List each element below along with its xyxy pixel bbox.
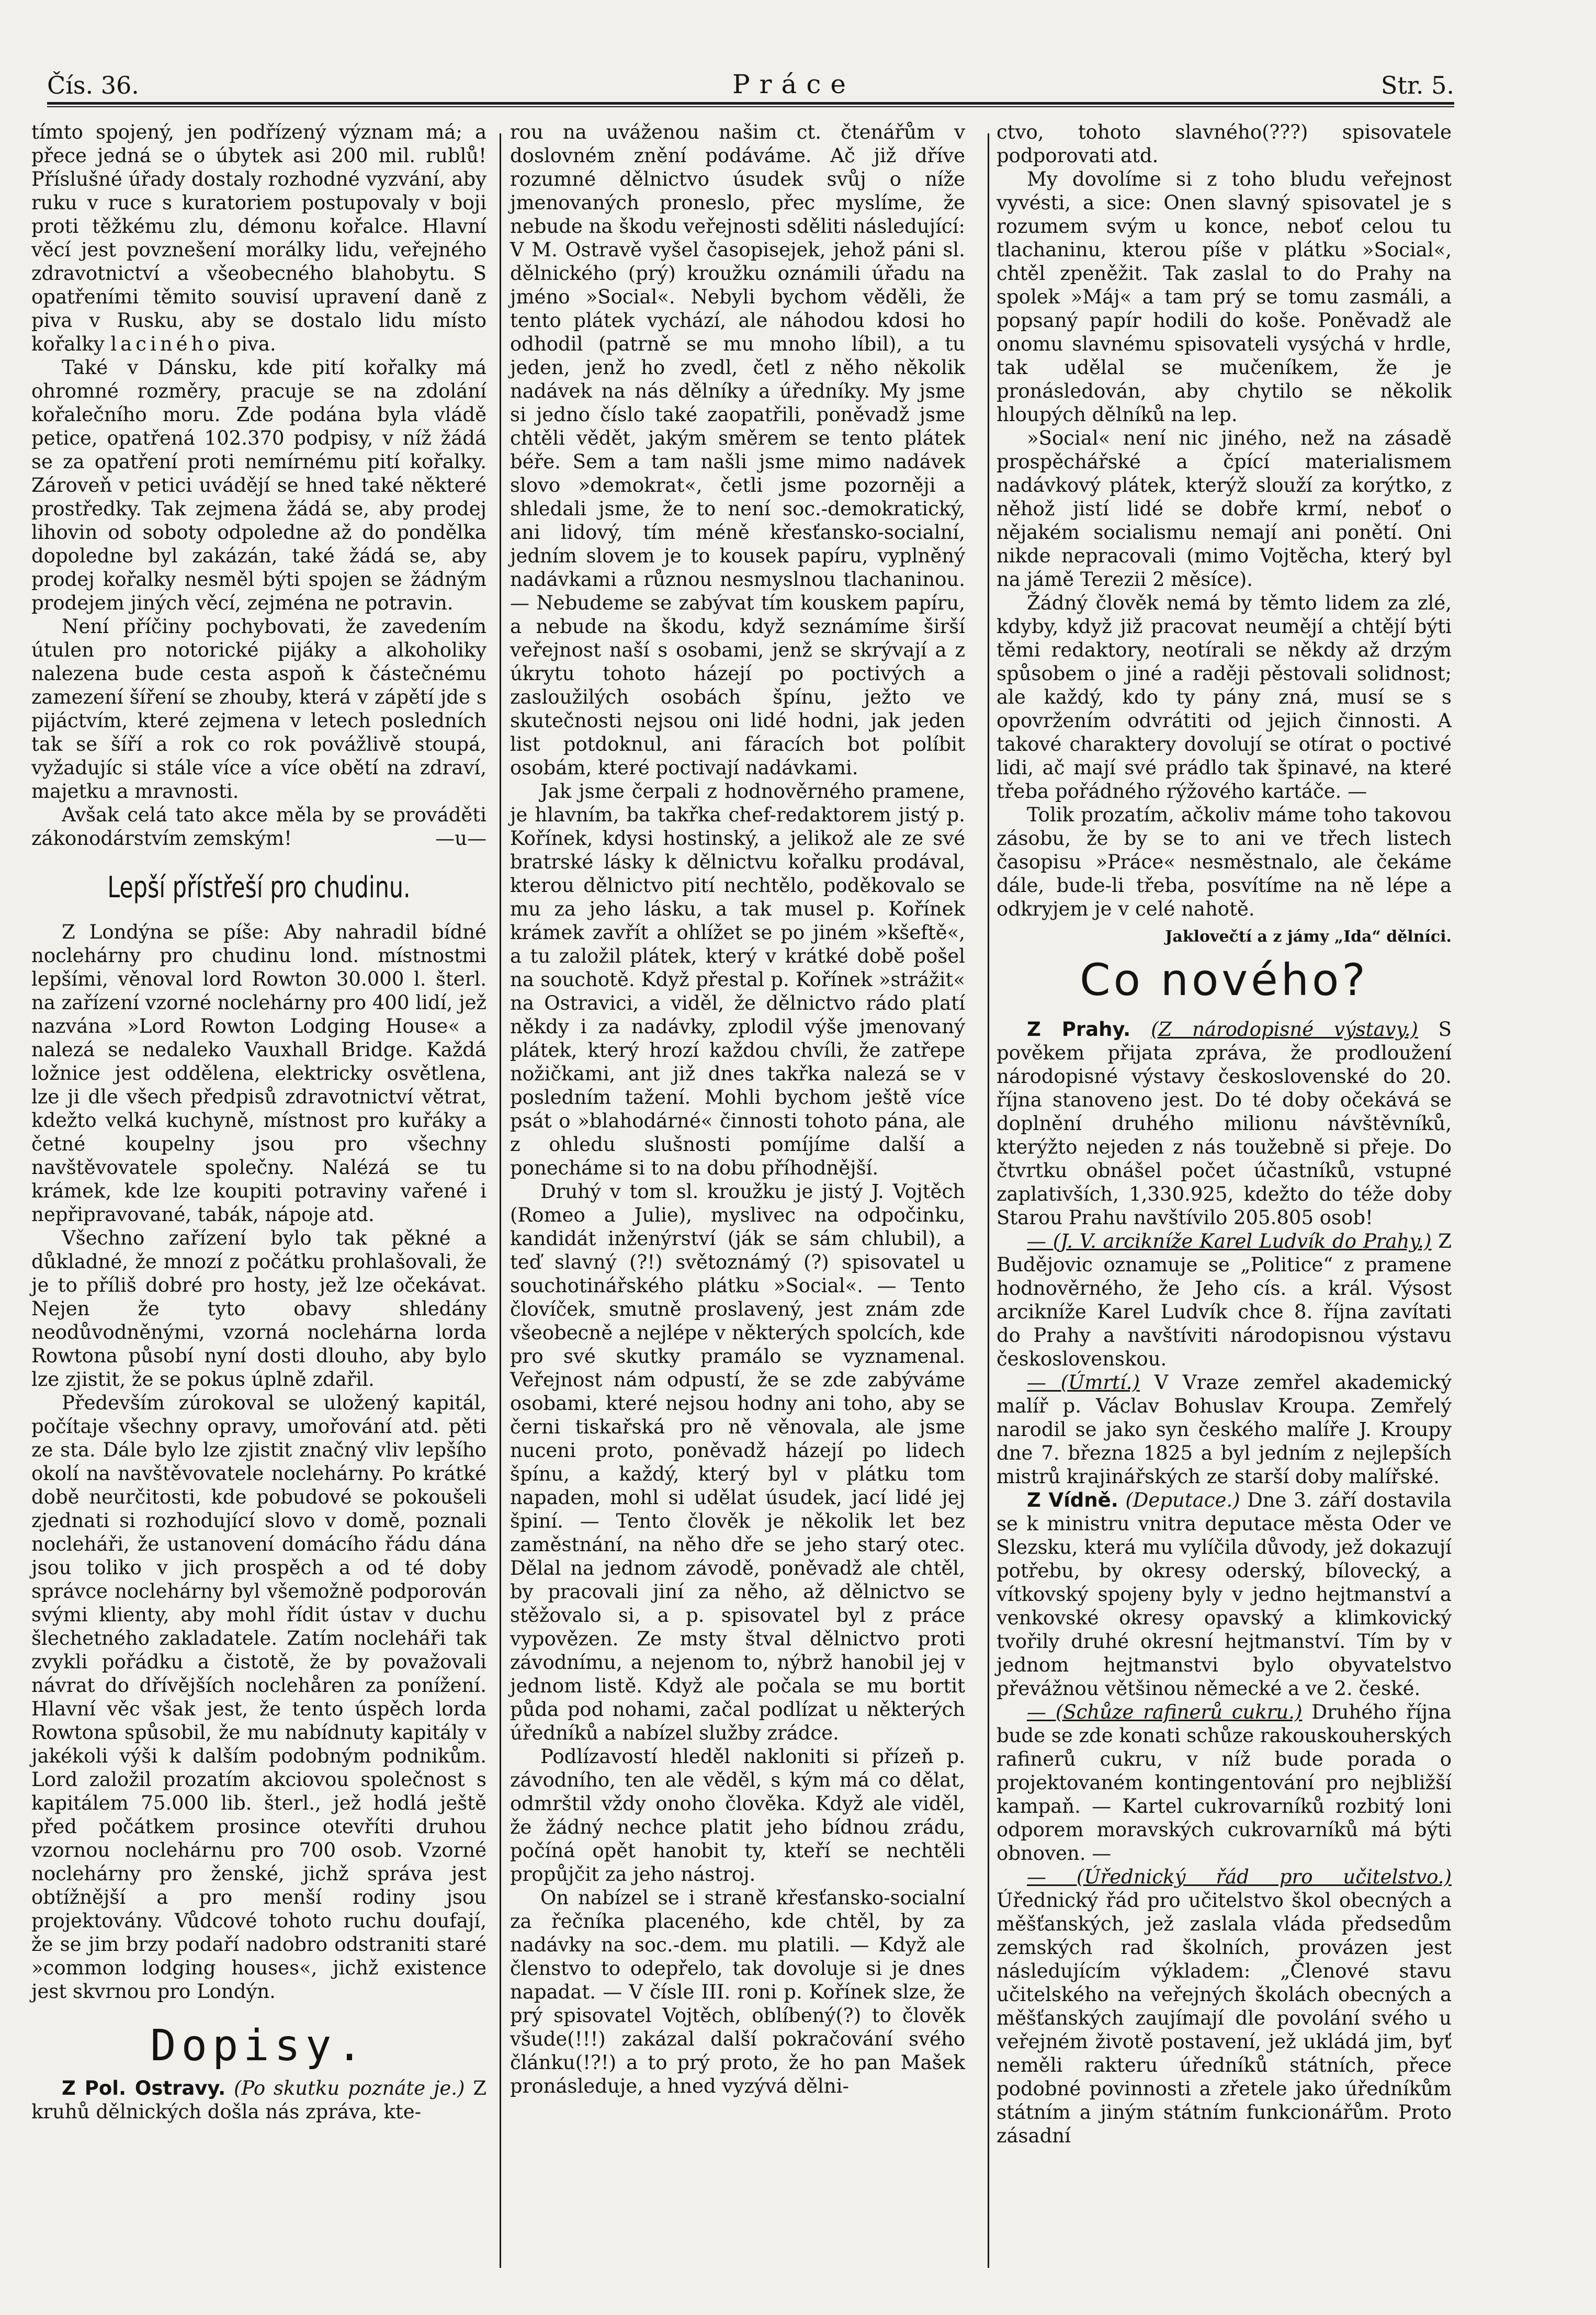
article-paragraph: Podlízavostí hleděl nakloniti si přízeň p. závodního, ten ale věděl, s kým má co dělat, odmrštil vždy onoho člověka. Když ale viděl, že žádný nechce platit jeho bídnou zrádu, počíná opět hanobit ty, kteří se nechtěli propůjčit za jeho nástroj. — [510, 1745, 965, 1885]
news-item: Z Vídně. (Deputace.) Dne 3. září dostavila se k ministru vnitra deputace města Oder ve Slezsku, která mu vylíčila důvody, jež dokazují potřebu, by okresy oderský, bílovecký, a vítkovský spojeny byly v jedno hejtmanství a venkovské okresy opavský a klimkovický tvořily druhé okresní hejtmanství. Tím by v jednom hejtmanstvi bylo obyvatelstvo převážnou většinou německé a ve 2. české. — [997, 1489, 1452, 1700]
news-item: — (J. V. arcikníže Karel Ludvík do Prahy.) Z Budějovic oznamuje se „Politice“ z pramene hodnověrného, že Jeho cís. a král. Výsost arcikníže Karel Ludvík chce 8. října zavítati do Prahy a navštíviti národopisnou výstavu československou. — [997, 1230, 1452, 1370]
article-paragraph: Není příčiny pochybovati, že zavedením útulen pro notorické pijáky a alkoholiky nalezena bude cesta aspoň k částečnému zamezení šíření se zhouby, která v zápětí jde s pijáctvím, které zejmena v letech posledních tak se šíří a rok co rok povážlivě stoupá, vyžadujíc si stále více a více obětí na zdraví, majetku a mravnosti. — [31, 615, 486, 803]
header-rule-thin — [47, 106, 1454, 107]
article-paragraph: Avšak celá tato akce měla by se prováděti zákonodárstvím zemským! —u— — [31, 804, 486, 850]
news-item: — (Schůze rafinerů cukru.) Druhého října bude se zde konati schůze rakouskouherských rafinerů cukru, v níž bude porada o projektovaném kontingentování pro nejbližší kampaň. — Kartel cukrovarníků rozbitý loni odporem moravských cukrovarníků má býti obnoven. — — [997, 1701, 1452, 1865]
article-paragraph: tímto spojený, jen podřízený význam má; a přece jedná se o úbytek asi 200 mil. rublů! Příslušné úřady dostaly rozhodné vyzvání, aby ruku v ruce s kuratoriem postupovaly v boji proti těžkému zlu, démonu kořalce. Hlavní věcí jest povznešení morálky lidu, veřejného zdravotnictví a všeobecného blahobytu. S opatřeními těmito souvisí upravení daně z piva v Rusku, aby se dostalo lidu místo kořalky laciného piva. — [31, 121, 486, 355]
article-heading-chudina: Lepší přístřeší pro chudinu. — [107, 871, 411, 905]
article-paragraph: rou na uváženou našim ct. čtenářům v doslovném znění podáváme. Ač již dříve rozumné dělnictvo úsudek svůj o níže jmenovaných proneslo, přec myslíme, že nebude na škodu veřejnosti sděliti následující: V M. Ostravě vyšel časopisejek, jehož páni sl. dělnického (prý) kroužku oznámili úřadu na jméno »Social«. Nebyli bychom věděli, že tento plátek vychází, ale náhodou kdosi ho odhodil (patrně se mu mnoho líbil), a tu jeden, jenž ho zvedl, četl z něho několik nadávek na nás dělníky a úředníky. My jsme si jedno číslo také zaopatřili, poněvadž jsme chtěli vědět, jakým směrem se tento plátek béře. Sem a tam našli jsme mimo nadávek slovo »demokrat«, četli jsme pozorněji a shledali jsme, že to není soc.-demokratický, ani lidový, tím méně křesťansko-socialní, jedním slovem je to kousek papíru, vyplněný nadávkami a různou nesmyslnou tlachaninou. — Nebudeme se zabývat tím kouskem papíru, a nebude na škodu, když seznámíme širší veřejnost naší s osobami, jenž se skrývají a z úkrytu tohoto házejí po poctivých a zasloužilých osobách špínu, ježto ve skutečnosti nejsou oni lidé hodni, jak jeden list potdoknul, ani fáracích bot políbit osobám, které poctivají nadávkami. — [510, 121, 965, 779]
news-item: — (Úmrtí.) V Vraze zemřel akademický malíř p. Václav Bohuslav Kroupa. Zemřelý narodil se jako syn českého malíře J. Kroupy dne 7. března 1825 a byl jedním z nejlepších mistrů krajinářských ze starší doby malířské. — [997, 1371, 1452, 1488]
article-paragraph: Jak jsme čerpali z hodnověrného pramene, je hlavním, ba takřka chef-redaktorem jistý p. Kořínek, kdysi hostinský, a jelikož ale ze své bratrské lásky k dělnictvu kořalku prodával, kterou dělnictvo pití nechtělo, poděkovalo se mu za jeho lásku, a tak musel p. Kořínek krámek zavřít a ohlížet se po jiném »kšeftě«, a tu založil plátek, který v krátké době pošel na souchotě. Když přestal p. Kořínek »strážit« na Ostravici, a viděl, že dělnictvo rádo platí někdy i za nadávky, zplodil výše jmenovaný plátek, který hrozí každou chvíli, že zatřepe nožičkami, ant již dnes takřka nalezá se v posledním tažení. Mohli bychom ještě více psát o »blahodárné« činnosti tohoto pána, ale z ohledu slušnosti pomíjíme další a ponecháme si to na dobu příhodnější. — [510, 780, 965, 1179]
letter-signature: Jaklovečtí a z jámy „Ida“ dělníci. — [1165, 928, 1452, 946]
article-paragraph: Z Londýna se píše: Aby nahradil bídné noclehárny pro chudinu lond. místnostmi lepšími, věnoval lord Rowton 30.000 l. šterl. na zařízení vzorné noclehárny pro 400 lidí, jež nazvána »Lord Rowton Lodging House« a nalezá se nedaleko Vauxhall Bridge. Každá ložnice jest oddělena, elektricky osvětlena, lze ji dle všech předpisů zdravotnictví větrat, kdežto velká kuchyně, místnost pro kuřáky a četné koupelny jsou pro všechny navštěvovatele společny. Nalézá se tu krámek, kde lze koupiti potraviny vařené i nepřipravované, tabák, nápoje atd. — [31, 921, 486, 1226]
news-item: Z Prahy. (Z národopisné výstavy.) S pověkem přijata zpráva, že prodloužení národopisné výstavy československé do 20. října stanoveno jest. Do té doby očekává se doplnění druhého milionu návštěvníků, kterýžto nejeden z nás toužebně si přeje. Do čtvrtku obnášel počet účastníků, vstupné zaplativších, 1,330.925, kdežto do téže doby Starou Prahu navštívilo 205.805 osob! — [997, 1018, 1452, 1229]
article-paragraph: Tolik prozatím, ačkoliv máme toho takovou zásobu, že by se to ani ve třech listech časopisu »Práce« nesměstnalo, ale čekáme dále, bude-li třeba, posvítíme na ně lépe a odkryjem je v celé nahotě. — [997, 804, 1452, 920]
page-number: Str. 5. — [1380, 71, 1454, 99]
issue-number: Čís. 36. — [47, 71, 139, 99]
article-paragraph: Žádný člověk nemá by těmto lidem za zlé, kdyby, když již pracovat neumějí a chtějí býti těmi redaktory, neotírali se někdy až drzým spůsobem o jiné a raději pěstovali solidnost; ale každý, kdo ty pány zná, musí se s opovržením odvrátiti od jejich činnosti. A takové charaktery dovolují se otírat o poctivé lidi, ač mají své prádlo tak špinavé, na které třeba pořádného rýžového kartáče. — — [997, 592, 1452, 803]
column-3 — [997, 120, 1452, 2148]
column-divider — [988, 133, 989, 2268]
article-paragraph: Také v Dánsku, kde pití kořalky má ohromné rozměry, pracuje se na zdolání kořalečního moru. Zde podána byla vládě petice, opatřená 102.370 podpisy, v níž žádá se za opatření proti nemírnému pití kořalky. Zároveň v petici uvádějí se hned také některé prostředky. Tak zejmena žádá se, aby prodej lihovin od soboty odpoledne až do pondělka dopoledne byl zakázán, také žádá se, aby prodej kořalky nesměl býti spojen se žádným prodejem jiných věcí, zejména ne potravin. — [31, 356, 486, 614]
news-item: — (Úřednický řád pro učitelstvo.) Úřednický řád pro učitelstvo škol obecných a měšťanských, jež zaslala vláda předsedům zemských rad školních, provázen jest následujícím výkladem: „Členové stavu učitelského na veřejných školách obecných a měšťanských zaujímají dle povolání svého u veřejném životě postavení, jež ukládá jim, byť neměli rakteru úředníků státních, přece podobné povinnosti a zřetele jako úředníkům státním a jiným státním funkcionářům. Proto zásadní — [997, 1866, 1452, 2147]
article-paragraph: Všechno zařízení bylo tak pěkné a důkladné, že mnozí z počátku prohlašovali, že je to příliš dobré pro hosty, jež lze očekávat. Nejen že tyto obavy shledány neodůvodněnými, vzorná noclehárna lorda Rowtona působí nyní dosti dlouho, aby bylo lze zjistit, že se pokus úplně zdařil. — [31, 1227, 486, 1391]
article-paragraph: On nabízel se i straně křesťansko-socialní za řečníka placeného, kde chtěl, by za nadávky na soc.-dem. mu platili. — Když ale členstvo to odepřelo, tak dovoluje si je dnes napadat. — V čísle III. roni p. Kořínek slze, že prý spisovatel Vojtěch, oblíbený(?) to člověk všude(!!!) zakázal další pokračování svého článku(!?!) a to prý proto, že ho pan Mašek pronásleduje, a hned vyzývá dělni- — [510, 1887, 965, 2097]
article-paragraph: Druhý v tom sl. kroužku je jistý J. Vojtěch (Romeo a Julie), myslivec na odpočinku, kandidát inženýrství (ják se sám chlubil), a teď slavný (?!) světoznámý (?) spisovatel u souchotinářského plátku »Social«. — Tento človíček, smutně proslavený, jest znám zde všeobecně a nejlépe v některých spolcích, kde pro své skutky pramálo se vyznamenal. Veřejnost nám odpustí, že se zde zabýváme osobami, které nejsou hodny ani toho, aby se černi tiskařská pro ně věnovala, ale jsme nuceni proto, poněvadž házejí po lidech špínu, a každý, který byl v plátku tom napaden, mohl si udělat úsudek, jací lidé jej špiní. — Tento člověk je několik let bez zaměstnání, na něho dře se jeho starý otec. Dělal na jednom závodě, poněvadž ale chtěl, by pracovali jiní za něho, až dělnictvo se stěžovalo si, a p. spisovatel byl z práce vypovězen. Ze msty štval dělnictvo proti závodnímu, a nejenom to, nýbrž hanobil jej v jednom listě. Když ale počala se mu bortit půda pod nohami, začal podlízat u některých úředníků a nabízel služby zrádce. — [510, 1180, 965, 1744]
section-heading-dopisy: Dopisy. — [150, 2021, 368, 2071]
column-1 — [31, 120, 486, 2124]
article-paragraph: ctvo, tohoto slavného(???) spisovatele podporovati atd. — [997, 121, 1452, 167]
column-divider — [500, 133, 501, 2268]
section-heading-co-noveho: Co nového? — [1080, 954, 1368, 1006]
article-paragraph: My dovolíme si z toho bludu veřejnost vyvésti, a sice: Onen slavný spisovatel je s rozumem svým u konce, neboť celou tu tlachaninu, kterou píše v plátku »Social«, chtěl zpeněžit. Tak zaslal to do Prahy na spolek »Máj« a tam prý se tomu zasmáli, a popsaný papír hodili do koše. Poněvadž ale onomu slavnému spisovateli vysýchá v hrdle, tak udělal se mučeníkem, že je pronásledován, aby chytilo se několik hloupých dělníků na lep. — [997, 168, 1452, 426]
newspaper-title: Práce — [732, 69, 855, 99]
article-paragraph: Především zúrokoval se uložený kapitál, počítaje všechny opravy, umořování atd. pěti ze sta. Dále bylo lze zjistit značný vliv lepšího okolí na navštěvovatele noclehárny. Po krátké době neurčitosti, kde pobudové se pokoušeli zjednati si rozhodující slovo v domě, poznali nocleháři, že ustanovení domácího řádu dána jsou toliko v jich prospěch a od té doby správce noclehárny byl všemožně podporován svými klienty, aby mohl řídit ústav v duchu šlechetného zakladatele. Zatím nocleháři tak zvykli pořádku a čistotě, že by považovali návrat do dřívějších noclehåren za ponížení. Hlavní věc však jest, že tento úspěch lorda Rowtona spůsobil, že mu nabídnuty kapitály v jakékoli výši k dalším podobným podnikům. Lord založil prozatím akciovou společnost s kapitálem 75.000 lib. šterl., jež hodlá ještě před počátkem prosince otevříti druhou vzornou noclehárnu pro 700 osob. Vzorné noclehárny pro ženské, jichž správa jest obtížnější a pro menší rodiny jsou projektovány. Vůdcové tohoto ruchu doufají, že se jim brzy podaří nadobro odstraniti staré »common lodging houses«, jichž existence jest skvrnou pro Londýn. — [31, 1392, 486, 2003]
article-paragraph: Z Pol. Ostravy. (Po skutku poznáte je.) Z kruhů dělnických došla nás zpráva, kte- — [31, 2077, 487, 2123]
article-paragraph: »Social« není nic jiného, než na zásadě prospěchářské a čpící materialismem nadávkový plátek, kterýž slouží za korýtko, z něhož jistí lidé se dobře krmí, neboť o nějakém socialismu nemají ani ponětí. Oni nikde nepracovali (mimo Vojtěcha, který byl na jámě Terezii 2 měsíce). — [997, 427, 1452, 591]
page-header — [47, 68, 1454, 105]
header-rule — [47, 102, 1454, 105]
column-2 — [510, 120, 965, 2098]
